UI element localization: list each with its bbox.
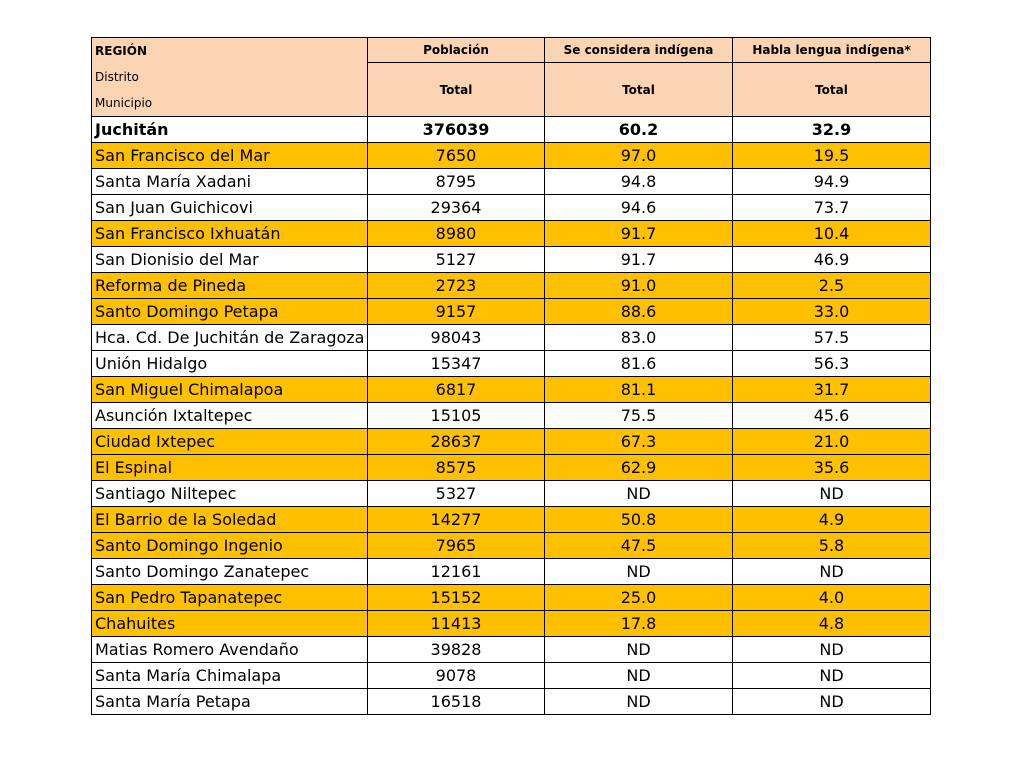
municipio-cell: San Francisco Ixhuatán bbox=[92, 221, 368, 247]
header-distrito: Distrito bbox=[95, 70, 139, 84]
indigena-cell: 62.9 bbox=[545, 455, 733, 481]
municipio-cell: Santa María Petapa bbox=[92, 689, 368, 715]
indigena-cell: 91.7 bbox=[545, 221, 733, 247]
header-poblacion: Población bbox=[368, 38, 545, 63]
header-region-cell bbox=[92, 38, 368, 117]
indigena-cell: ND bbox=[545, 637, 733, 663]
indigena-cell: 83.0 bbox=[545, 325, 733, 351]
municipio-cell: El Espinal bbox=[92, 455, 368, 481]
municipio-cell: Santa María Xadani bbox=[92, 169, 368, 195]
table-row bbox=[92, 325, 931, 351]
municipio-cell: San Francisco del Mar bbox=[92, 143, 368, 169]
lengua-cell: 4.8 bbox=[733, 611, 931, 637]
lengua-cell: 73.7 bbox=[733, 195, 931, 221]
lengua-cell: 10.4 bbox=[733, 221, 931, 247]
lengua-cell: 21.0 bbox=[733, 429, 931, 455]
municipio-cell: San Pedro Tapanatepec bbox=[92, 585, 368, 611]
lengua-cell: 2.5 bbox=[733, 273, 931, 299]
table-row bbox=[92, 533, 931, 559]
lengua-cell: 46.9 bbox=[733, 247, 931, 273]
total-lengua: 32.9 bbox=[733, 117, 931, 143]
table-row bbox=[92, 455, 931, 481]
lengua-cell: ND bbox=[733, 663, 931, 689]
lengua-cell: ND bbox=[733, 637, 931, 663]
table-row bbox=[92, 507, 931, 533]
poblacion-cell: 5327 bbox=[368, 481, 545, 507]
table-row bbox=[92, 351, 931, 377]
data-table bbox=[91, 37, 931, 715]
indigena-cell: 25.0 bbox=[545, 585, 733, 611]
table-row bbox=[92, 689, 931, 715]
indigena-cell: ND bbox=[545, 481, 733, 507]
indigena-cell: 97.0 bbox=[545, 143, 733, 169]
poblacion-cell: 7650 bbox=[368, 143, 545, 169]
poblacion-cell: 39828 bbox=[368, 637, 545, 663]
indigena-cell: 88.6 bbox=[545, 299, 733, 325]
poblacion-cell: 98043 bbox=[368, 325, 545, 351]
lengua-cell: 57.5 bbox=[733, 325, 931, 351]
poblacion-cell: 7965 bbox=[368, 533, 545, 559]
poblacion-cell: 5127 bbox=[368, 247, 545, 273]
poblacion-cell: 11413 bbox=[368, 611, 545, 637]
table-row bbox=[92, 585, 931, 611]
table-body bbox=[92, 38, 931, 715]
indigena-cell: 50.8 bbox=[545, 507, 733, 533]
poblacion-cell: 29364 bbox=[368, 195, 545, 221]
lengua-cell: 45.6 bbox=[733, 403, 931, 429]
indigena-cell: 17.8 bbox=[545, 611, 733, 637]
table-row bbox=[92, 273, 931, 299]
indigena-cell: 81.1 bbox=[545, 377, 733, 403]
municipio-cell: San Miguel Chimalapoa bbox=[92, 377, 368, 403]
lengua-cell: ND bbox=[733, 559, 931, 585]
total-indigena: 60.2 bbox=[545, 117, 733, 143]
table-row bbox=[92, 429, 931, 455]
municipio-cell: Hca. Cd. De Juchitán de Zaragoza bbox=[92, 325, 368, 351]
lengua-cell: ND bbox=[733, 689, 931, 715]
municipio-cell: Chahuites bbox=[92, 611, 368, 637]
lengua-cell: 94.9 bbox=[733, 169, 931, 195]
poblacion-cell: 15347 bbox=[368, 351, 545, 377]
poblacion-cell: 2723 bbox=[368, 273, 545, 299]
poblacion-cell: 9078 bbox=[368, 663, 545, 689]
indigena-cell: 91.7 bbox=[545, 247, 733, 273]
indigena-cell: 47.5 bbox=[545, 533, 733, 559]
header-row-top bbox=[92, 38, 931, 63]
header-indigena-total: Total bbox=[545, 63, 733, 117]
table-row bbox=[92, 169, 931, 195]
lengua-cell: 35.6 bbox=[733, 455, 931, 481]
table-row bbox=[92, 221, 931, 247]
poblacion-cell: 16518 bbox=[368, 689, 545, 715]
indigena-cell: 94.6 bbox=[545, 195, 733, 221]
lengua-cell: ND bbox=[733, 481, 931, 507]
table-row bbox=[92, 247, 931, 273]
table-row bbox=[92, 637, 931, 663]
lengua-cell: 5.8 bbox=[733, 533, 931, 559]
poblacion-cell: 28637 bbox=[368, 429, 545, 455]
table-row bbox=[92, 403, 931, 429]
indigena-cell: 81.6 bbox=[545, 351, 733, 377]
indigena-cell: ND bbox=[545, 663, 733, 689]
lengua-cell: 4.9 bbox=[733, 507, 931, 533]
municipio-cell: Santo Domingo Petapa bbox=[92, 299, 368, 325]
municipio-cell: Unión Hidalgo bbox=[92, 351, 368, 377]
header-lengua: Habla lengua indígena* bbox=[733, 38, 931, 63]
poblacion-cell: 14277 bbox=[368, 507, 545, 533]
municipio-cell: Ciudad Ixtepec bbox=[92, 429, 368, 455]
table-row bbox=[92, 611, 931, 637]
poblacion-cell: 15152 bbox=[368, 585, 545, 611]
lengua-cell: 4.0 bbox=[733, 585, 931, 611]
indigena-cell: 91.0 bbox=[545, 273, 733, 299]
table-row bbox=[92, 663, 931, 689]
municipio-cell: San Dionisio del Mar bbox=[92, 247, 368, 273]
header-lengua-total: Total bbox=[733, 63, 931, 117]
municipio-cell: Santiago Niltepec bbox=[92, 481, 368, 507]
indigena-cell: 94.8 bbox=[545, 169, 733, 195]
indigena-cell: 75.5 bbox=[545, 403, 733, 429]
total-name: Juchitán bbox=[92, 117, 368, 143]
municipio-cell: El Barrio de la Soledad bbox=[92, 507, 368, 533]
indigena-cell: 67.3 bbox=[545, 429, 733, 455]
municipio-cell: Santo Domingo Ingenio bbox=[92, 533, 368, 559]
municipio-cell: Santo Domingo Zanatepec bbox=[92, 559, 368, 585]
lengua-cell: 19.5 bbox=[733, 143, 931, 169]
table-row bbox=[92, 481, 931, 507]
indigena-cell: ND bbox=[545, 559, 733, 585]
header-indigena: Se considera indígena bbox=[545, 38, 733, 63]
poblacion-cell: 15105 bbox=[368, 403, 545, 429]
poblacion-cell: 8795 bbox=[368, 169, 545, 195]
lengua-cell: 31.7 bbox=[733, 377, 931, 403]
region-total-row bbox=[92, 117, 931, 143]
municipio-cell: San Juan Guichicovi bbox=[92, 195, 368, 221]
lengua-cell: 56.3 bbox=[733, 351, 931, 377]
poblacion-cell: 12161 bbox=[368, 559, 545, 585]
table-row bbox=[92, 195, 931, 221]
poblacion-cell: 8575 bbox=[368, 455, 545, 481]
indigena-cell: ND bbox=[545, 689, 733, 715]
lengua-cell: 33.0 bbox=[733, 299, 931, 325]
header-municipio: Municipio bbox=[95, 96, 153, 110]
poblacion-cell: 8980 bbox=[368, 221, 545, 247]
header-region: REGIÓN bbox=[95, 44, 147, 58]
total-poblacion: 376039 bbox=[368, 117, 545, 143]
table-row bbox=[92, 143, 931, 169]
poblacion-cell: 6817 bbox=[368, 377, 545, 403]
table-row bbox=[92, 299, 931, 325]
header-poblacion-total: Total bbox=[368, 63, 545, 117]
table-row bbox=[92, 377, 931, 403]
municipio-cell: Santa María Chimalapa bbox=[92, 663, 368, 689]
table-row bbox=[92, 559, 931, 585]
poblacion-cell: 9157 bbox=[368, 299, 545, 325]
municipio-cell: Asunción Ixtaltepec bbox=[92, 403, 368, 429]
municipio-cell: Reforma de Pineda bbox=[92, 273, 368, 299]
municipio-cell: Matias Romero Avendaño bbox=[92, 637, 368, 663]
